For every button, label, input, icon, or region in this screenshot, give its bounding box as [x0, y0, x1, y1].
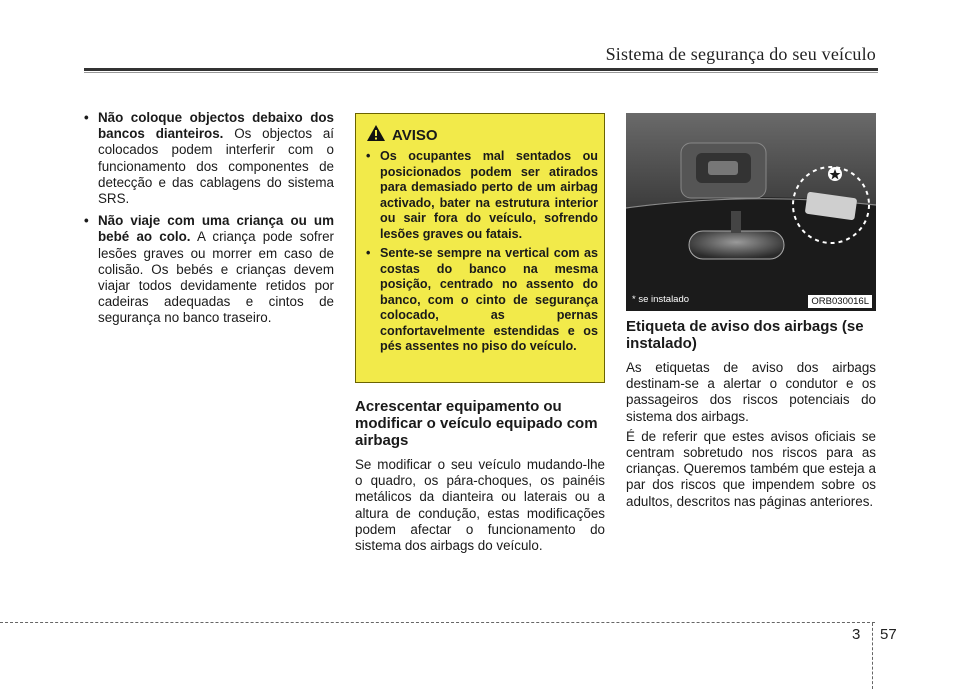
warning-header [366, 124, 438, 147]
bullet-item [84, 213, 334, 326]
section-paragraph: É de referir que estes avisos oficiais se centram sobretudo nos riscos para as crianças. Queremos também que esteja a par dos riscos que impendem sobre os adultos, descritos nas páginas anteriores. [626, 428, 876, 509]
warning-list [366, 149, 598, 359]
photo-note: * se instalado [632, 294, 690, 305]
bullet-text: Os objectos aí colocados podem interferir com o funcionamento dos componentes de detecção e das cablagens do sistema SRS. [98, 126, 334, 207]
bullet-text: A criança pode sofrer lesões graves ou morrer em caso de colisão. Os bebés e crianças devem viajar todos devidamente retidos por cadeiras adequadas e cintos de segurança no banco traseiro. [98, 229, 334, 326]
bullet-bold-text: Não viaje com uma criança ou um bebé ao colo. [98, 213, 334, 245]
section-paragraph: As etiquetas de aviso dos airbags destinam-se a alertar o condutor e os passageiros dos riscos potenciais do sistema dos airbags. [626, 360, 876, 424]
bullet-bold-text: Não coloque objectos debaixo dos bancos dianteiros. [98, 110, 334, 142]
page-number: 57 [880, 626, 897, 643]
warning-item: • Sente-se sempre na vertical com as costas do banco na mesma posição, centrado no assento do banco, com o cinto de segurança colocado, as pernas confortavelmente estendidas e os pés assentes no piso do veículo. [366, 246, 598, 355]
warning-title: AVISO [392, 127, 438, 144]
section-title: Etiqueta de aviso dos airbags (se instalado) [626, 318, 864, 352]
section-title: Acrescentar equipamento ou modificar o veículo equipado com airbags [355, 398, 598, 449]
warning-item: • Os ocupantes mal sentados ou posicionados podem ser atirados para demasiado perto de um airbag activado, bater na estrutura interior ou sair fora do veículo, sofrendo lesões graves ou fatais. [366, 149, 598, 242]
section-body: Se modificar o seu veículo mudando-lhe o quadro, os pára-choques, os painéis metálicos da dianteira ou laterais ou a altura de condução, estas modificações podem afectar o funcionamento do sistema dos airbags do veículo. [355, 457, 605, 554]
photo-code: ORB030016L [808, 295, 872, 308]
chapter-number: 3 [852, 626, 861, 643]
bullet-item [84, 110, 334, 207]
warning-box [355, 113, 605, 383]
column-3 [626, 318, 876, 514]
header-rule-thin [84, 72, 878, 73]
footer-rule [0, 622, 875, 623]
page-divider [872, 623, 874, 689]
column-1 [84, 110, 334, 333]
page-header-title: Sistema de segurança do seu veículo [605, 44, 876, 64]
warning-triangle-icon [366, 124, 386, 147]
header-rule [84, 68, 878, 71]
airbag-label-photo [626, 113, 876, 311]
column-2 [355, 398, 605, 554]
